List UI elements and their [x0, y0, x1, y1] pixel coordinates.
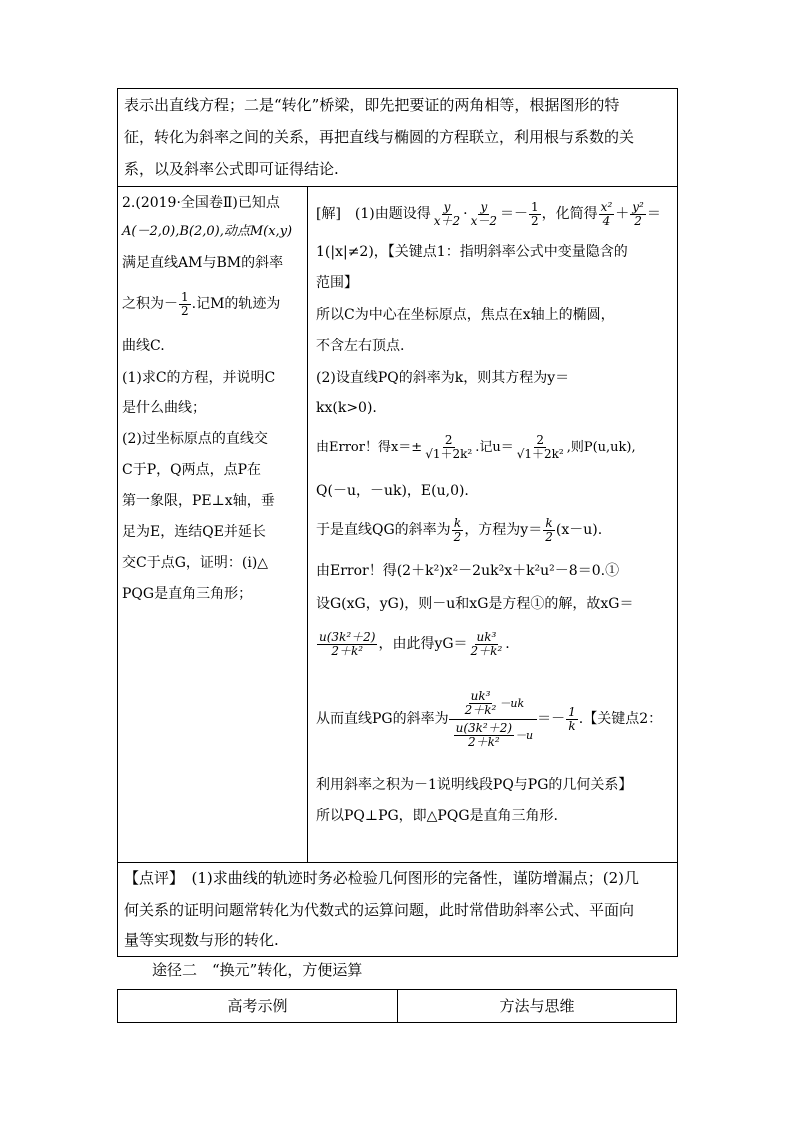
fraction	[423, 434, 474, 461]
solution-line: 设G(xG，yG)，则－u和xG是方程①的解，故xG＝	[316, 596, 634, 612]
solution-line: 范围】	[316, 275, 358, 291]
fraction-numerator: u(3k²＋2)	[319, 629, 376, 644]
fraction-denominator: 2＋k²	[331, 643, 364, 658]
solution-text: 于是直线QG的斜率为	[316, 522, 451, 538]
fraction-numerator: 1	[181, 289, 189, 304]
solution-text: 由Error！得x＝±	[316, 440, 423, 455]
fraction	[452, 517, 464, 544]
fraction	[529, 201, 541, 228]
solution-text: .记u＝	[475, 440, 514, 455]
fraction-denominator: 2	[453, 529, 462, 544]
solution-line	[316, 673, 662, 765]
solution-line	[316, 511, 602, 549]
solution-line: 所以C为中心在坐标原点，焦点在x轴上的椭圆，	[316, 307, 615, 323]
fraction-denominator: k	[568, 718, 576, 733]
solution-text: ·	[463, 206, 468, 222]
fraction	[566, 706, 578, 733]
solution-text: .【关键点2：	[578, 711, 663, 727]
problem-text: .记M的轨迹为	[191, 296, 281, 312]
comment-line-2: 何关系的证明问题常转化为代数式的运算问题，此时常借助斜率公式、平面向	[124, 901, 635, 919]
fraction-denominator: 2	[545, 529, 553, 544]
compound-fraction	[449, 690, 538, 749]
math-text: －u	[515, 728, 534, 742]
problem-line	[122, 284, 280, 324]
solution-line: Q(－u，－uk)，E(u,0).	[316, 483, 469, 499]
fraction-denominator: 2＋k²	[464, 702, 497, 717]
fraction-denominator: x－2	[470, 213, 498, 228]
problem-line: 是什么曲线；	[122, 400, 206, 416]
fraction-denominator: 2＋k²	[467, 734, 500, 749]
problem-line: (2)过坐标原点的直线交	[122, 431, 268, 447]
fraction-denominator: √1＋2k²	[425, 447, 473, 461]
fraction-numerator: uk³	[470, 688, 491, 703]
comment-line-3: 量等实现数与形的转化.	[124, 931, 279, 949]
comment-box	[117, 862, 678, 957]
solution-line	[316, 428, 636, 468]
fraction-numerator: y	[480, 199, 488, 214]
solution-line: 由Error！得(2＋k²)x²－2uk²x＋k²u²－8＝0.①	[316, 563, 620, 579]
fraction-denominator: √1＋2k²	[516, 447, 564, 461]
fraction-numerator: uk³	[476, 629, 497, 644]
solution-text: ＝－	[537, 711, 566, 727]
section-heading: 途径二 “换元”转化，方便运算	[152, 961, 363, 979]
compound-denominator	[449, 720, 538, 749]
fraction-numerator: y²	[632, 199, 644, 214]
top-line-1: 表示出直线方程；二是“转化”桥梁，即先把要证的两角相等，根据图形的特	[124, 96, 620, 114]
fraction	[469, 201, 499, 228]
fraction	[515, 434, 566, 461]
solution-line: 1(|x|≠2)，【关键点1：指明斜率公式中变量隐含的	[316, 244, 628, 260]
problem-line: 曲线C.	[122, 338, 165, 354]
solution-text: ＋	[615, 206, 630, 222]
problem-line: 第一象限，PE⊥x轴，垂	[122, 493, 275, 509]
solution-text: ，化简得	[541, 206, 598, 222]
compound-numerator	[458, 690, 528, 719]
problem-line: 满足直线AM与BM的斜率	[122, 255, 284, 271]
fraction	[469, 631, 505, 658]
solution-text: ，由此得yG＝	[378, 636, 468, 652]
solution-text: ＝	[646, 206, 661, 222]
comment-line-1: 【点评】 (1)求曲线的轨迹时务必检验几何图形的完备性，谨防增漏点；(2)几	[124, 869, 639, 887]
solution-text: [解] (1)由题设得	[316, 206, 431, 222]
fraction	[630, 201, 646, 228]
top-explanation-box	[117, 88, 678, 187]
fraction-numerator: 1	[531, 199, 539, 214]
table-header-examples: 高考示例	[227, 997, 288, 1015]
fraction-denominator: 2	[634, 213, 642, 228]
problem-line: 2.(2019·全国卷Ⅱ)已知点	[122, 195, 280, 211]
fraction	[432, 201, 462, 228]
solution-line	[316, 196, 661, 232]
problem-text: 之积为－	[122, 296, 178, 312]
solution-text: ，方程为y＝	[464, 522, 543, 538]
fraction-denominator: 2	[531, 213, 539, 228]
problem-line: (1)求C的方程，并说明C	[122, 370, 276, 386]
fraction	[599, 201, 615, 228]
solution-text: ,则P(u,uk),	[566, 440, 636, 455]
solution-line: 不含左右顶点.	[316, 338, 405, 354]
fraction-denominator: 2＋k²	[470, 643, 503, 658]
solution-line: kx(k>0).	[316, 400, 377, 416]
fraction-numerator: y	[443, 199, 451, 214]
fraction-denominator: 2	[181, 303, 189, 318]
solution-text: .	[505, 636, 510, 652]
solution-line: 所以PQ⊥PG，即△PQG是直角三角形.	[316, 808, 558, 824]
solution-text: 从而直线PG的斜率为	[316, 711, 449, 727]
problem-line: C于P，Q两点，点P在	[122, 462, 262, 478]
fraction-numerator: u(3k²＋2)	[455, 720, 513, 735]
problem-line: PQG是直角三角形；	[122, 586, 253, 602]
method-table	[117, 989, 677, 1023]
fraction	[463, 690, 499, 717]
solution-line	[316, 624, 510, 664]
problem-line: A(－2,0),B(2,0),动点M(x,y)	[122, 224, 293, 239]
column-divider	[307, 187, 308, 862]
fraction	[543, 517, 555, 544]
solution-line: 利用斜率之积为－1说明线段PQ与PG的几何关系】	[316, 777, 633, 793]
top-line-2: 征，转化为斜率之间的关系，再把直线与椭圆的方程联立，利用根与系数的关	[124, 128, 635, 146]
solution-text: (x－u).	[555, 522, 603, 538]
table-header-methods: 方法与思维	[499, 997, 575, 1015]
fraction-numerator: 1	[568, 704, 576, 719]
fraction	[317, 631, 377, 658]
fraction-numerator: 2	[444, 433, 453, 447]
fraction-denominator: 4	[602, 213, 611, 228]
fraction	[454, 722, 514, 749]
fraction-numerator: x²	[600, 199, 613, 214]
problem-line: 交C于点G，证明：(ⅰ)△	[122, 555, 269, 571]
math-text: －uk	[499, 696, 525, 710]
top-line-3: 系，以及斜率公式即可证得结论.	[124, 160, 339, 178]
fraction-denominator: x＋2	[433, 213, 461, 228]
fraction-numerator: 2	[536, 433, 545, 447]
solution-line: (2)设直线PQ的斜率为k，则其方程为y＝	[316, 370, 570, 386]
problem-line: 足为E，连结QE并延长	[122, 524, 266, 540]
fraction-numerator: k	[453, 515, 462, 530]
half-fraction	[179, 291, 191, 318]
fraction-numerator: k	[545, 515, 553, 530]
solution-text: ＝－	[500, 206, 529, 222]
